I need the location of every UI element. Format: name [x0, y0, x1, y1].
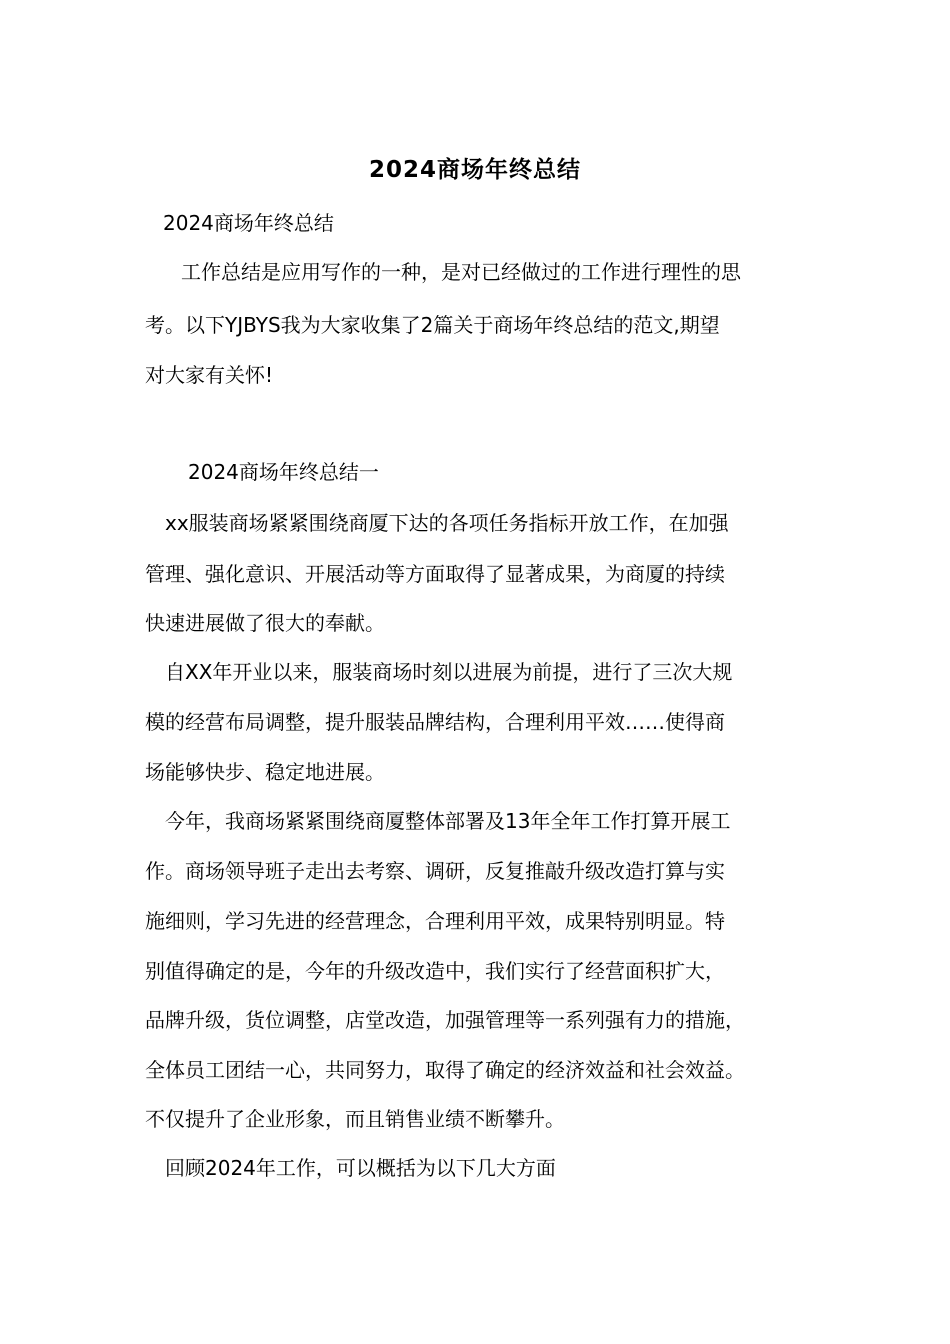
para2-line-2: 模的经营布局调整，提升服装品牌结构，合理利用平效……使得商	[145, 710, 725, 734]
para3-line-4: 别值得确定的是，今年的升级改造中，我们实行了经营面积扩大，	[145, 959, 725, 983]
para3-line-7: 不仅提升了企业形象，而且销售业绩不断攀升。	[145, 1107, 565, 1131]
para3-line-5: 品牌升级，货位调整，店堂改造，加强管理等一系列强有力的措施，	[145, 1008, 745, 1032]
para3-line-3: 施细则，学习先进的经营理念，合理利用平效，成果特别明显。特	[145, 909, 725, 933]
para1-line-1: xx服装商场紧紧围绕商厦下达的各项任务指标开放工作，在加强	[165, 511, 729, 535]
para4-line-1: 回顾2024年工作，可以概括为以下几大方面	[165, 1156, 556, 1180]
intro-line-1: 工作总结是应用写作的一种，是对已经做过的工作进行理性的思	[181, 260, 741, 284]
section-heading: 2024商场年终总结一	[188, 460, 379, 484]
para3-line-6: 全体员工团结一心，共同努力，取得了确定的经济效益和社会效益。	[145, 1058, 745, 1082]
para2-line-3: 场能够快步、稳定地进展。	[145, 760, 385, 784]
intro-line-3: 对大家有关怀!	[145, 363, 274, 387]
intro-line-2: 考。以下YJBYS我为大家收集了2篇关于商场年终总结的范文,期望	[145, 313, 720, 337]
document-title: 2024商场年终总结	[368, 157, 581, 183]
document-subtitle: 2024商场年终总结	[163, 211, 334, 235]
para1-line-2: 管理、强化意识、开展活动等方面取得了显著成果，为商厦的持续	[145, 562, 725, 586]
para2-line-1: 自XX年开业以来，服装商场时刻以进展为前提，进行了三次大规	[165, 660, 733, 684]
para1-line-3: 快速进展做了很大的奉献。	[145, 611, 385, 635]
para3-line-2: 作。商场领导班子走出去考察、调研，反复推敲升级改造打算与实	[145, 859, 725, 883]
para3-line-1: 今年，我商场紧紧围绕商厦整体部署及13年全年工作打算开展工	[165, 809, 731, 833]
